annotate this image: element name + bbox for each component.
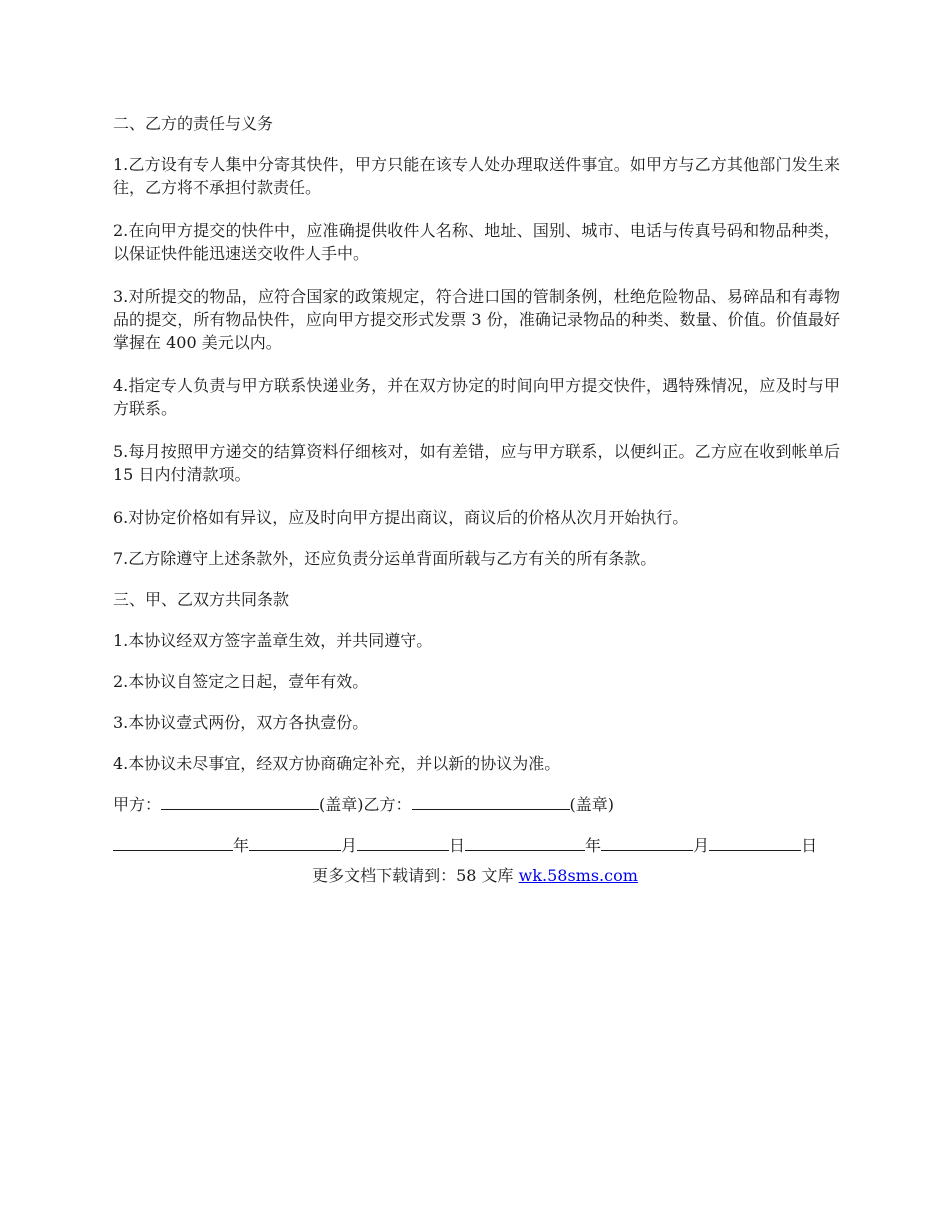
day-b-blank[interactable] [709, 834, 801, 851]
year-b-blank[interactable] [465, 834, 585, 851]
party-b-label: 乙方： [363, 795, 412, 814]
year-b-label: 年 [585, 836, 602, 855]
month-a-blank[interactable] [249, 834, 341, 851]
section-3-item-1: 1.本协议经双方签字盖章生效，并共同遵守。 [113, 631, 433, 650]
footer-text: 更多文档下载请到：58 文库 [312, 866, 519, 885]
section-3-item-4: 4.本协议未尽事宜，经双方协商确定补充，并以新的协议为准。 [113, 754, 561, 773]
year-a-blank[interactable] [113, 834, 233, 851]
section-2-title: 二、乙方的责任与义务 [113, 114, 274, 133]
section-2-item-3: 3.对所提交的物品，应符合国家的政策规定，符合进口国的管制条例，杜绝危险物品、易碎品和有毒物品的提交，所有物品快件，应向甲方提交形式发票 3 份，准确记录物品的种类、数量、价值。价值最好掌握在 400 美元以内。 [113, 287, 840, 352]
day-a-label: 日 [449, 836, 466, 855]
section-2-item-2: 2.在向甲方提交的快件中，应准确提供收件人名称、地址、国别、城市、电话与传真号码和物品种类，以保证快件能迅速送交收件人手中。 [113, 221, 840, 263]
section-3-title: 三、甲、乙双方共同条款 [113, 590, 290, 609]
document-page [113, 112, 840, 875]
section-3-item-2: 2.本协议自签定之日起，壹年有效。 [113, 672, 369, 691]
party-a-label: 甲方： [113, 795, 162, 814]
signature-line [113, 793, 840, 816]
section-2-item-6: 6.对协定价格如有异议，应及时向甲方提出商议，商议后的价格从次月开始执行。 [113, 508, 689, 527]
party-a-signature-blank[interactable] [161, 793, 319, 810]
footer-link[interactable]: wk.58sms.com [518, 866, 638, 885]
year-a-label: 年 [233, 836, 250, 855]
month-b-blank[interactable] [601, 834, 693, 851]
month-b-label: 月 [693, 836, 710, 855]
day-b-label: 日 [801, 836, 818, 855]
section-2-item-7: 7.乙方除遵守上述条款外，还应负责分运单背面所载与乙方有关的所有条款。 [113, 549, 657, 568]
party-b-signature-blank[interactable] [412, 793, 570, 810]
section-2-item-1: 1.乙方设有专人集中分寄其快件，甲方只能在该专人处办理取送件事宜。如甲方与乙方其他部门发生来往，乙方将不承担付款责任。 [113, 155, 840, 197]
section-3-item-3: 3.本协议壹式两份，双方各执壹份。 [113, 713, 369, 732]
section-2-item-4: 4.指定专人负责与甲方联系快递业务，并在双方协定的时间向甲方提交快件，遇特殊情况，应及时与甲方联系。 [113, 376, 840, 418]
party-a-seal: (盖章) [319, 795, 364, 814]
date-line [113, 834, 840, 857]
party-b-seal: (盖章) [569, 795, 615, 814]
day-a-blank[interactable] [357, 834, 449, 851]
footer [0, 864, 950, 887]
section-2-item-5: 5.每月按照甲方递交的结算资料仔细核对，如有差错，应与甲方联系，以便纠正。乙方应在收到帐单后 15 日内付清款项。 [113, 442, 840, 484]
month-a-label: 月 [341, 836, 358, 855]
